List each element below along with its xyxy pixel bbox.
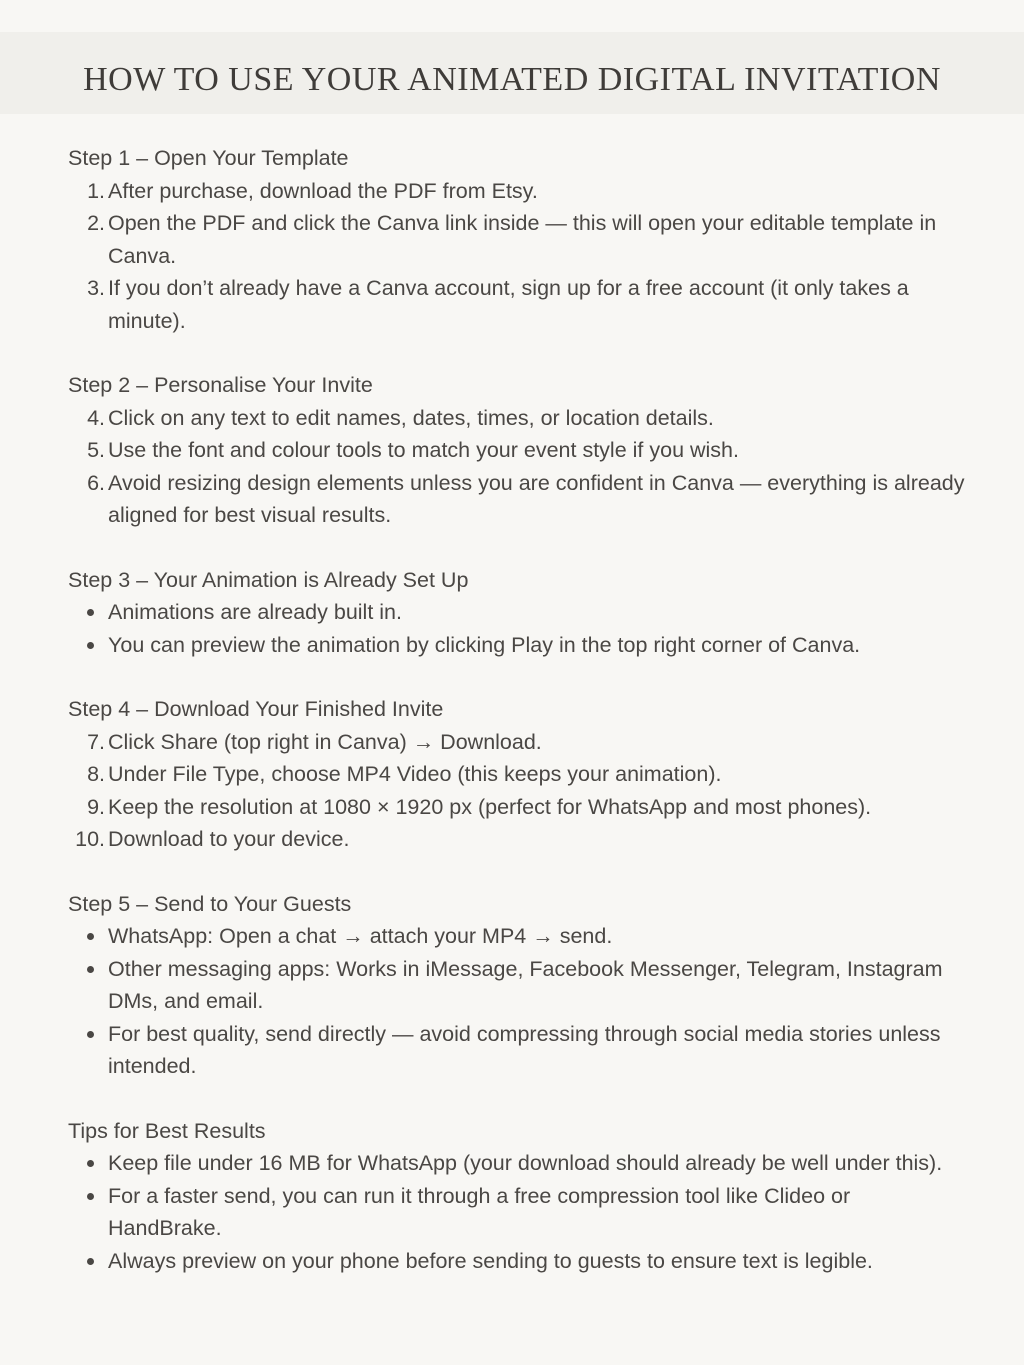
list-item-text: Use the font and colour tools to match your event style if you wish. (108, 438, 739, 462)
bullet-icon (87, 966, 94, 973)
bullet-icon (87, 642, 94, 649)
list-item-text: Avoid resizing design elements unless you are confident in Canva — everything is already aligned for best visual results. (108, 470, 965, 527)
section-heading: Step 5 – Send to Your Guests (68, 891, 352, 916)
list-item-text: Always preview on your phone before sending to guests to ensure text is legible. (108, 1248, 873, 1273)
section-heading: Step 4 – Download Your Finished Invite (68, 697, 444, 721)
list-number: 7. (87, 729, 105, 754)
list-number: 8. (87, 762, 105, 786)
bullet-list-item (68, 596, 968, 629)
list-item-text: Click Share (top right in Canva) → Download. (108, 729, 542, 754)
list-number: 5. (87, 438, 105, 462)
section-heading: Step 3 – Your Animation is Already Set Up (68, 567, 469, 592)
list-item-text: After purchase, download the PDF from Etsy. (108, 178, 538, 203)
bullet-icon (87, 609, 94, 616)
bullet-list-item (68, 1147, 968, 1180)
bullet-list-item (68, 629, 968, 662)
bullet-icon (87, 1258, 94, 1265)
numbered-list-item (68, 272, 968, 337)
list-number: 3. (87, 276, 105, 300)
section-step-2 (68, 369, 968, 532)
section-step-1 (68, 142, 968, 337)
list-item-text: If you don’t already have a Canva account, sign up for a free account (it only takes a minute). (108, 276, 909, 333)
section-heading: Step 1 – Open Your Template (68, 146, 349, 170)
list-number: 10. (75, 827, 105, 851)
list-item-text: Keep file under 16 MB for WhatsApp (your download should already be well under this). (108, 1151, 943, 1175)
numbered-list-item (68, 434, 968, 467)
bullet-list-item (68, 1245, 968, 1278)
numbered-list-item (68, 467, 968, 532)
list-item-text: Other messaging apps: Works in iMessage, Facebook Messenger, Telegram, Instagram DMs, and email. (108, 956, 943, 1013)
bullet-icon (87, 1031, 94, 1038)
bullet-icon (87, 933, 94, 940)
bullet-list-item (68, 920, 968, 953)
list-item-text: WhatsApp: Open a chat → attach your MP4 → send. (108, 924, 613, 948)
section-step-4 (68, 693, 968, 856)
numbered-list-item (68, 791, 968, 824)
section-heading: Tips for Best Results (68, 1118, 266, 1143)
numbered-list-item (68, 726, 968, 759)
section-step-5 (68, 888, 968, 1083)
list-item-text: For best quality, send directly — avoid compressing through social media stories unless intended. (108, 1021, 941, 1078)
bullet-icon (87, 1160, 94, 1167)
numbered-list-item (68, 758, 968, 791)
list-item-text: Keep the resolution at 1080 × 1920 px (perfect for WhatsApp and most phones). (108, 794, 872, 819)
numbered-list-item (68, 175, 968, 208)
list-number: 2. (87, 211, 105, 235)
instructions-content (68, 142, 968, 1309)
list-item-text: You can preview the animation by clicking Play in the top right corner of Canva. (108, 632, 861, 657)
bullet-list-item (68, 953, 968, 1018)
section-heading: Step 2 – Personalise Your Invite (68, 373, 373, 397)
list-number: 1. (87, 178, 105, 203)
list-item-text: Animations are already built in. (108, 600, 402, 624)
list-number: 9. (87, 794, 105, 819)
list-item-text: For a faster send, you can run it through a free compression tool like Clideo or HandBrake. (108, 1183, 851, 1240)
numbered-list-item (68, 823, 968, 856)
page-title: HOW TO USE YOUR ANIMATED DIGITAL INVITATION (83, 61, 941, 98)
bullet-list-item (68, 1180, 968, 1245)
list-item-text: Open the PDF and click the Canva link inside — this will open your editable template in Canva. (108, 211, 937, 268)
list-number: 4. (87, 405, 105, 430)
bullet-icon (87, 1193, 94, 1200)
list-item-text: Click on any text to edit names, dates, times, or location details. (108, 405, 714, 430)
list-item-text: Under File Type, choose MP4 Video (this keeps your animation). (108, 762, 722, 786)
numbered-list-item (68, 402, 968, 435)
section-step-3 (68, 564, 968, 662)
numbered-list-item (68, 207, 968, 272)
section-tips (68, 1115, 968, 1278)
list-number: 6. (87, 470, 105, 495)
list-item-text: Download to your device. (108, 827, 350, 851)
bullet-list-item (68, 1018, 968, 1083)
